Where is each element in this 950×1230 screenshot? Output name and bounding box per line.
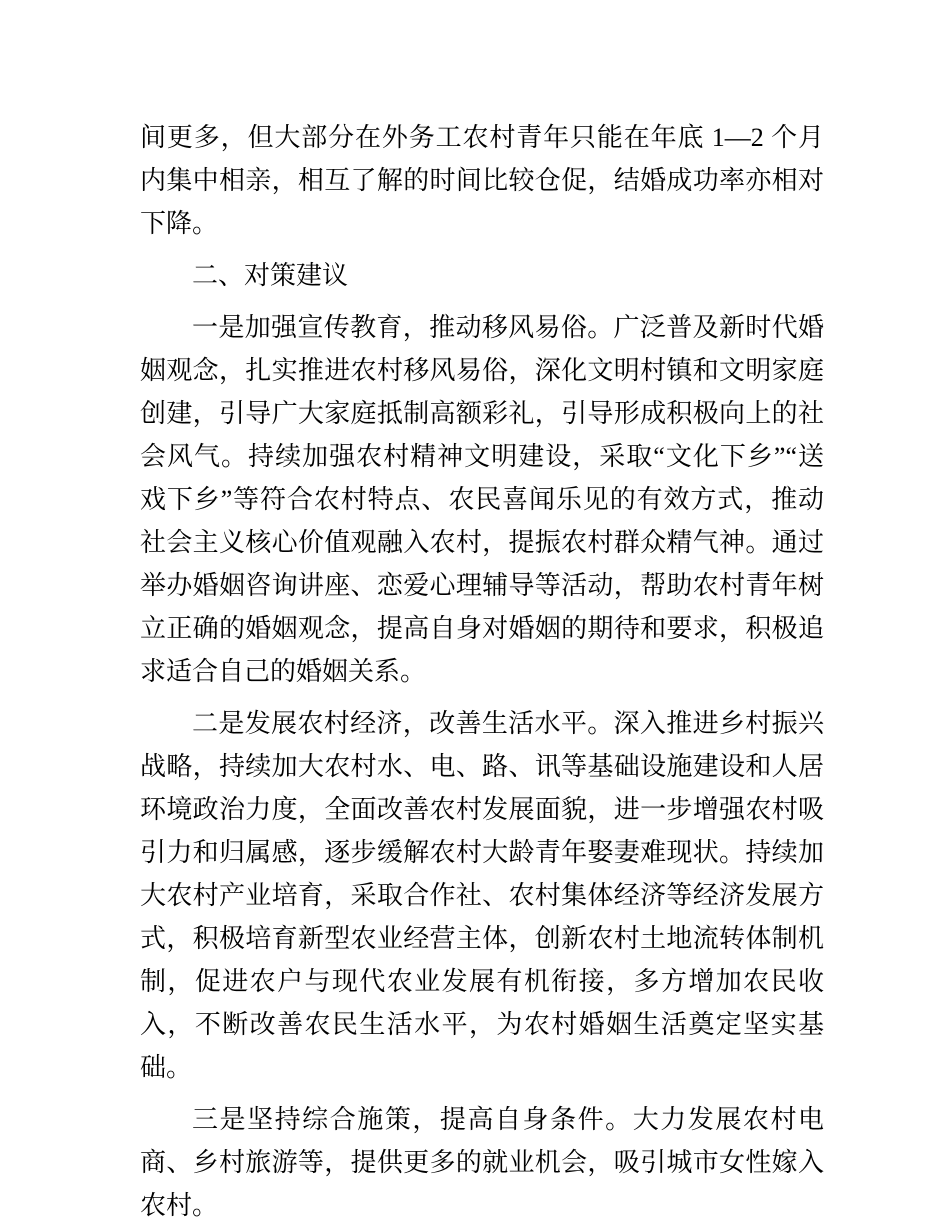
section-heading: 二、对策建议: [192, 261, 349, 290]
paragraph-point-three: 三是坚持综合施策，提高自身条件。大力发展农村电商、乡村旅游等，提供更多的就业机会，吸引城市女性嫁入农村。: [140, 1105, 824, 1220]
paragraph-point-two: 二是发展农村经济，改善生活水平。深入推进乡村振兴战略，持续加大农村水、电、路、讯等基础设施建设和人居环境政治力度，全面改善农村发展面貌，进一步增强农村吸引力和归属感，逐步缓解农村大龄青年娶妻难现状。持续加大农村产业培育，采取合作社、农村集体经济等经济发展方式，积极培育新型农业经营主体，创新农村土地流转体制机制，促进农户与现代农业发展有机衔接，多方增加农民收入，不断改善农民生活水平，为农村婚姻生活奠定坚实基础。: [140, 709, 824, 1082]
paragraph-continuation: 间更多，但大部分在外务工农村青年只能在年底 1—2 个月内集中相亲，相互了解的时间比较仓促，结婚成功率亦相对下降。: [140, 123, 824, 238]
paragraph-point-one: 一是加强宣传教育，推动移风易俗。广泛普及新时代婚姻观念，扎实推进农村移风易俗，深化文明村镇和文明家庭创建，引导广大家庭抵制高额彩礼，引导形成积极向上的社会风气。持续加强农村精神文明建设，采取“文化下乡”“送戏下乡”等符合农村特点、农民喜闻乐见的有效方式，推动社会主义核心价值观融入农村，提振农村群众精气神。通过举办婚姻咨询讲座、恋爱心理辅导等活动，帮助农村青年树立正确的婚姻观念，提高自身对婚姻的期待和要求，积极追求适合自己的婚姻关系。: [140, 313, 824, 686]
